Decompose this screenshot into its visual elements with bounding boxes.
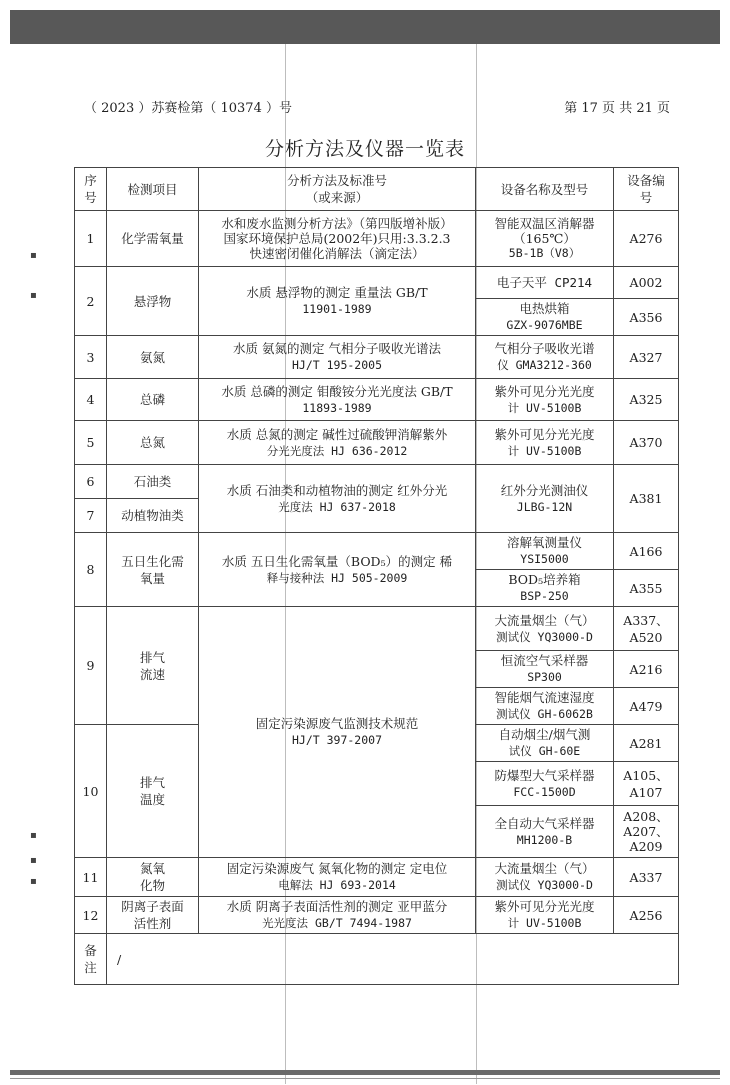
seq-cell: 12 — [75, 897, 107, 934]
code-cell: A327 — [614, 336, 679, 379]
table-row — [75, 607, 679, 651]
header-item: 检测项目 — [107, 168, 199, 211]
remarks-value: / — [107, 934, 679, 985]
code-cell: A381 — [614, 465, 679, 533]
seq-cell: 7 — [75, 499, 107, 533]
table-header-row — [75, 168, 679, 211]
code-cell: A216 — [614, 651, 679, 688]
item-cell: 石油类 — [107, 465, 199, 499]
device-cell: 防爆型大气采样器 FCC-1500D — [476, 762, 614, 806]
device-cell: 大流量烟尘（气） 测试仪 YQ3000-D — [476, 607, 614, 651]
header-method: 分析方法及标准号 （或来源） — [199, 168, 476, 211]
scan-mark: ▪ — [30, 250, 37, 261]
code-cell: A281 — [614, 725, 679, 762]
device-cell: 自动烟尘/烟气测 试仪 GH-60E — [476, 725, 614, 762]
code-cell: A276 — [614, 211, 679, 267]
code-cell: A105、 A107 — [614, 762, 679, 806]
seq-cell: 6 — [75, 465, 107, 499]
table-row — [75, 465, 679, 499]
table-row — [75, 533, 679, 570]
seq-cell: 11 — [75, 858, 107, 897]
item-cell: 五日生化需 氧量 — [107, 533, 199, 607]
code-cell: A166 — [614, 533, 679, 570]
device-cell: 智能双温区消解器 （165℃） 5B-1B（V8） — [476, 211, 614, 267]
method-cell: 水质 石油类和动植物油的测定 红外分光 光度法 HJ 637-2018 — [199, 465, 476, 533]
method-cell: 水质 总氮的测定 碱性过硫酸钾消解紫外 分光光度法 HJ 636-2012 — [199, 421, 476, 465]
device-cell: 紫外可见分光光度 计 UV-5100B — [476, 379, 614, 421]
code-cell: A355 — [614, 570, 679, 607]
item-cell: 氨氮 — [107, 336, 199, 379]
scan-mark: ▪ — [30, 290, 37, 301]
method-cell: 水质 氨氮的测定 气相分子吸收光谱法 HJ/T 195-2005 — [199, 336, 476, 379]
scan-bottom-bar — [10, 1070, 720, 1075]
table-row — [75, 211, 679, 267]
code-cell: A356 — [614, 299, 679, 336]
item-cell: 排气 流速 — [107, 607, 199, 725]
code-cell: A208、 A207、 A209 — [614, 806, 679, 858]
device-cell: BOD₅培养箱 BSP-250 — [476, 570, 614, 607]
seq-cell: 4 — [75, 379, 107, 421]
scan-top-bar — [10, 10, 720, 44]
table-row — [75, 267, 679, 299]
method-cell: 水质 悬浮物的测定 重量法 GB/T 11901-1989 — [199, 267, 476, 336]
scan-bottom-line — [10, 1078, 720, 1079]
header-code: 设备编 号 — [614, 168, 679, 211]
header-device: 设备名称及型号 — [476, 168, 614, 211]
item-cell: 氮氧 化物 — [107, 858, 199, 897]
item-cell: 总氮 — [107, 421, 199, 465]
method-cell: 水和废水监测分析方法》（第四版增补版） 国家环境保护总局(2002年)只用:3.3.2.3 快速密闭催化消解法（滴定法） — [199, 211, 476, 267]
device-cell: 溶解氧测量仪 YSI5000 — [476, 533, 614, 570]
device-cell: 电子天平 CP214 — [476, 267, 614, 299]
seq-cell: 8 — [75, 533, 107, 607]
device-cell: 电热烘箱 GZX-9076MBE — [476, 299, 614, 336]
item-cell: 悬浮物 — [107, 267, 199, 336]
code-cell: A337、 A520 — [614, 607, 679, 651]
scan-mark: ▪ — [30, 876, 37, 887]
item-cell: 化学需氧量 — [107, 211, 199, 267]
item-cell: 排气 温度 — [107, 725, 199, 858]
table-row — [75, 379, 679, 421]
method-cell: 水质 五日生化需氧量（BOD₅）的测定 稀 释与接种法 HJ 505-2009 — [199, 533, 476, 607]
device-cell: 全自动大气采样器 MH1200-B — [476, 806, 614, 858]
report-number: （ 2023 ）苏赛检第（ 10374 ）号 — [84, 101, 292, 116]
method-instrument-table — [74, 167, 679, 985]
device-cell: 智能烟气流速湿度 测试仪 GH-6062B — [476, 688, 614, 725]
remarks-label: 备 注 — [75, 934, 107, 985]
device-cell: 大流量烟尘（气） 测试仪 YQ3000-D — [476, 858, 614, 897]
device-cell: 紫外可见分光光度 计 UV-5100B — [476, 897, 614, 934]
seq-cell: 10 — [75, 725, 107, 858]
device-cell: 紫外可见分光光度 计 UV-5100B — [476, 421, 614, 465]
code-cell: A325 — [614, 379, 679, 421]
code-cell: A337 — [614, 858, 679, 897]
item-cell: 总磷 — [107, 379, 199, 421]
device-cell: 红外分光测油仪 JLBG-12N — [476, 465, 614, 533]
device-cell: 恒流空气采样器 SP300 — [476, 651, 614, 688]
header-seq: 序 号 — [75, 168, 107, 211]
seq-cell: 2 — [75, 267, 107, 336]
page-title: 分析方法及仪器一览表 — [264, 138, 465, 160]
method-cell: 水质 总磷的测定 钼酸铵分光光度法 GB/T 11893-1989 — [199, 379, 476, 421]
seq-cell: 3 — [75, 336, 107, 379]
method-cell: 固定污染源废气 氮氧化物的测定 定电位 电解法 HJ 693-2014 — [199, 858, 476, 897]
seq-cell: 1 — [75, 211, 107, 267]
scan-mark: ▪ — [30, 830, 37, 841]
method-cell: 固定污染源废气监测技术规范 HJ/T 397-2007 — [199, 607, 476, 858]
item-cell: 阴离子表面 活性剂 — [107, 897, 199, 934]
scan-mark: ▪ — [30, 855, 37, 866]
item-cell: 动植物油类 — [107, 499, 199, 533]
page-indicator: 第 17 页 共 21 页 — [564, 101, 670, 116]
table-row — [75, 897, 679, 934]
code-cell: A002 — [614, 267, 679, 299]
table-row — [75, 336, 679, 379]
device-cell: 气相分子吸收光谱 仪 GMA3212-360 — [476, 336, 614, 379]
code-cell: A370 — [614, 421, 679, 465]
code-cell: A256 — [614, 897, 679, 934]
code-cell: A479 — [614, 688, 679, 725]
table-row — [75, 421, 679, 465]
method-cell: 水质 阴离子表面活性剂的测定 亚甲蓝分 光光度法 GB/T 7494-1987 — [199, 897, 476, 934]
remarks-row — [75, 934, 679, 985]
seq-cell: 5 — [75, 421, 107, 465]
seq-cell: 9 — [75, 607, 107, 725]
table-row — [75, 858, 679, 897]
